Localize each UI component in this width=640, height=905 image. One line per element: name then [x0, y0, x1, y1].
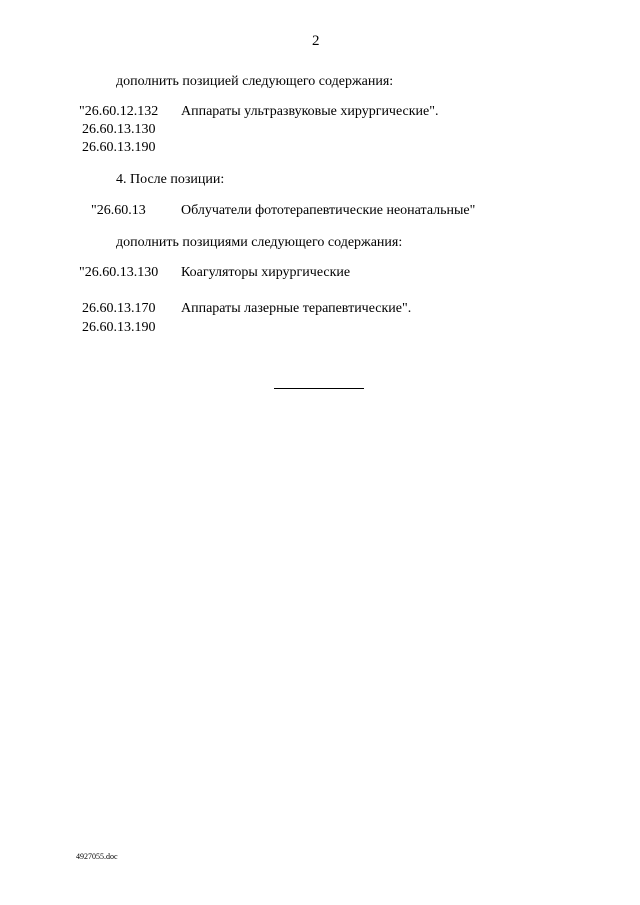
position-code: 26.60.13.130: [82, 122, 156, 137]
position-code: "26.60.12.132: [79, 104, 159, 119]
position-code: "26.60.13.130: [79, 265, 159, 280]
position-code: 26.60.13.190: [82, 140, 156, 155]
position-code: 26.60.13.170: [82, 301, 156, 316]
position-description: Коагуляторы хирургические: [181, 265, 351, 280]
supplement-instruction-2: дополнить позициями следующего содержания:: [116, 235, 403, 250]
position-code: 26.60.13.190: [82, 320, 156, 335]
end-divider-line: [274, 388, 364, 389]
supplement-instruction-1: дополнить позицией следующего содержания:: [116, 74, 394, 89]
page-number: 2: [312, 33, 320, 49]
point-4-heading: 4. После позиции:: [116, 172, 225, 187]
document-filename: 4927055.doc: [76, 852, 118, 861]
position-description: Аппараты лазерные терапевтические".: [181, 301, 412, 316]
position-description: Облучатели фототерапевтические неонатальные": [181, 203, 476, 218]
position-code: "26.60.13: [91, 203, 146, 218]
position-description: Аппараты ультразвуковые хирургические".: [181, 104, 439, 119]
